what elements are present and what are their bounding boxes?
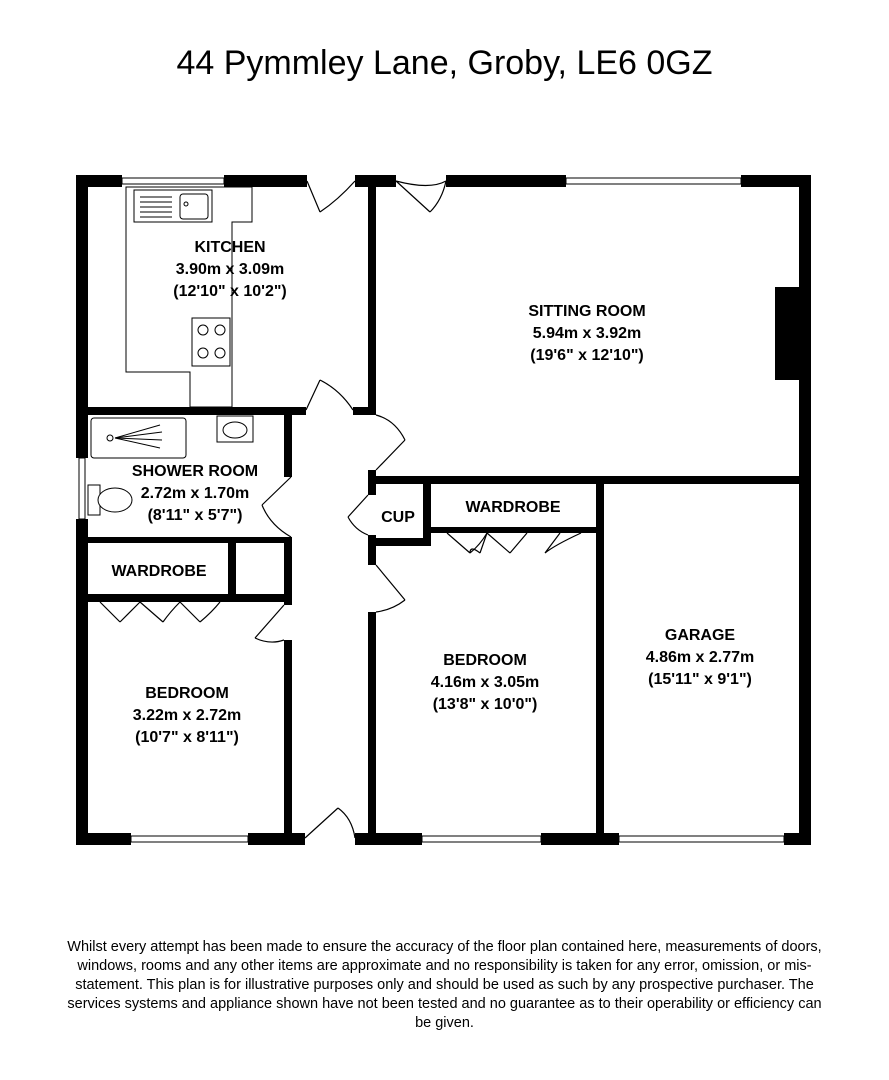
sitting-room-name: SITTING ROOM	[528, 303, 646, 320]
plan-title: 44 Pymmley Lane, Groby, LE6 0GZ	[176, 44, 713, 82]
kitchen-name: KITCHEN	[194, 239, 266, 256]
sitting-room-imperial: (19'6" x 12'10")	[530, 347, 644, 364]
garage-imperial: (15'11" x 9'1")	[648, 671, 752, 688]
garage-name: GARAGE	[664, 627, 736, 644]
shower-room-metric: 2.72m x 1.70m	[140, 485, 250, 502]
bedroom-left-name: BEDROOM	[145, 685, 229, 702]
bedroom-mid-name: BEDROOM	[443, 652, 527, 669]
sitting-room-metric: 5.94m x 3.92m	[532, 325, 642, 342]
garage-metric: 4.86m x 2.77m	[645, 649, 755, 666]
kitchen-imperial: (12'10" x 10'2")	[173, 283, 287, 300]
bedroom-mid-metric: 4.16m x 3.05m	[430, 674, 540, 691]
kitchen-metric: 3.90m x 3.09m	[175, 261, 285, 278]
room-labels	[111, 239, 754, 746]
cup-name: CUP	[381, 509, 415, 526]
shower-room-imperial: (8'11" x 5'7")	[147, 507, 243, 524]
wardrobe-left-name: WARDROBE	[111, 563, 207, 580]
shower-room-name: SHOWER ROOM	[131, 463, 259, 480]
bedroom-mid-imperial: (13'8" x 10'0")	[432, 696, 538, 713]
bedroom-left-metric: 3.22m x 2.72m	[132, 707, 242, 724]
wardrobe-right-name: WARDROBE	[465, 499, 561, 516]
disclaimer-text: Whilst every attempt has been made to ensure the accuracy of the floor plan contained here, measurements of doors, windows, rooms and any other items are approximate and no responsibility is taken for any error, omission, or mis-statement. This plan is for illustrative purposes only and should be used as such by any prospective purchaser. The services systems and appliance shown have not been tested and no guarantee as to their operability or efficiency can be given.	[67, 939, 822, 1031]
bedroom-left-imperial: (10'7" x 8'11")	[135, 729, 239, 746]
